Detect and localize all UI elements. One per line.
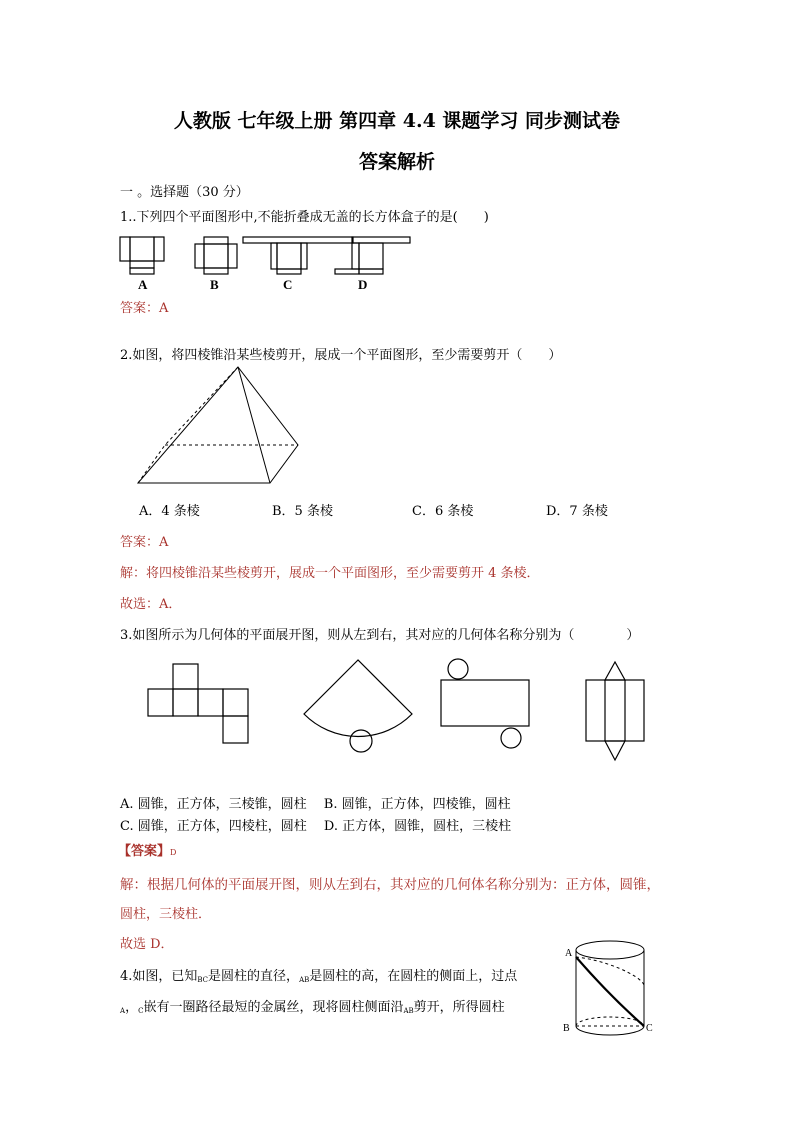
q4-bc: BC bbox=[197, 976, 209, 984]
q3-answer-label: 【答案】 bbox=[118, 844, 171, 859]
q2-option-a: A．4 条棱 bbox=[139, 504, 200, 519]
q4-ab: AB bbox=[299, 976, 310, 984]
q2-option-d: D．7 条棱 bbox=[546, 504, 608, 519]
q4-text: ， bbox=[125, 1000, 139, 1015]
q2-option-b: B．5 条棱 bbox=[272, 504, 333, 519]
q3-answer-value: D bbox=[170, 848, 177, 857]
q3-options-line2: C. 圆锥，正方体，四棱柱，圆柱 D. 正方体，圆锥，圆柱，三棱柱 bbox=[120, 819, 512, 834]
q2-solution: 解：将四棱锥沿某些棱剪开，展成一个平面图形，至少需要剪开 4 条棱． bbox=[120, 566, 540, 581]
q4-label-a: A bbox=[565, 948, 573, 959]
q1-answer: 答案：A bbox=[120, 301, 169, 316]
q4-line2 bbox=[120, 996, 505, 1015]
section-heading: 一 。选择题（30 分） bbox=[120, 185, 249, 200]
q3-nets-figure bbox=[0, 650, 794, 765]
q4-c: C bbox=[138, 1007, 144, 1015]
q4-text: 嵌有一圈路径最短的金属丝，现将圆柱侧面沿 bbox=[143, 1000, 404, 1015]
q1-figure bbox=[115, 232, 415, 282]
q3-options-line1: A. 圆锥，正方体，三棱锥，圆柱 B. 圆锥，正方体，四棱锥，圆柱 bbox=[120, 797, 511, 812]
q3-conclusion: 故选 D． bbox=[120, 937, 174, 952]
q3-answer bbox=[118, 840, 176, 859]
q2-question: 2.如图，将四棱锥沿某些棱剪开，展成一个平面图形，至少需要剪开（ ） bbox=[120, 348, 562, 363]
page-subtitle: 答案解析 bbox=[358, 151, 435, 173]
q4-ab: AB bbox=[403, 1007, 414, 1015]
q4-text: 是圆柱的直径， bbox=[208, 969, 300, 984]
q2-pyramid-figure bbox=[130, 363, 310, 493]
q3-solution-line1: 解：根据几何体的平面展开图，则从左到右，其对应的几何体名称分别为：正方体，圆锥， bbox=[120, 877, 660, 893]
page-title: 人教版 七年级上册 第四章 4.4 课题学习 同步测试卷 bbox=[173, 110, 621, 132]
q2-conclusion: 故选：A． bbox=[120, 597, 182, 612]
q1-option-d: D bbox=[358, 277, 368, 292]
q1-option-b: B bbox=[210, 277, 219, 292]
q2-answer: 答案：A bbox=[120, 535, 169, 550]
q4-cylinder-figure bbox=[560, 935, 680, 1045]
q1-question: 1..下列四个平面图形中,不能折叠成无盖的长方体盒子的是( ) bbox=[120, 210, 489, 225]
q3-solution-line2: 圆柱，三棱柱． bbox=[120, 907, 212, 922]
q1-option-c: C bbox=[283, 277, 293, 292]
q4-text: 是圆柱的高，在圆柱的侧面上，过点 bbox=[309, 969, 518, 984]
q4-label-b: B bbox=[563, 1023, 570, 1034]
q4-text: 剪开，所得圆柱 bbox=[413, 1000, 505, 1015]
q4-line1 bbox=[120, 965, 517, 984]
q3-question: 3.如图所示为几何体的平面展开图，则从左到右，其对应的几何体名称分别为（ ） bbox=[120, 628, 640, 643]
q1-option-a: A bbox=[138, 277, 148, 292]
q4-text: 4.如图，已知 bbox=[120, 969, 198, 984]
q4-a: A bbox=[120, 1007, 126, 1015]
q2-option-c: C．6 条棱 bbox=[412, 504, 474, 519]
q4-label-c: C bbox=[646, 1023, 653, 1034]
